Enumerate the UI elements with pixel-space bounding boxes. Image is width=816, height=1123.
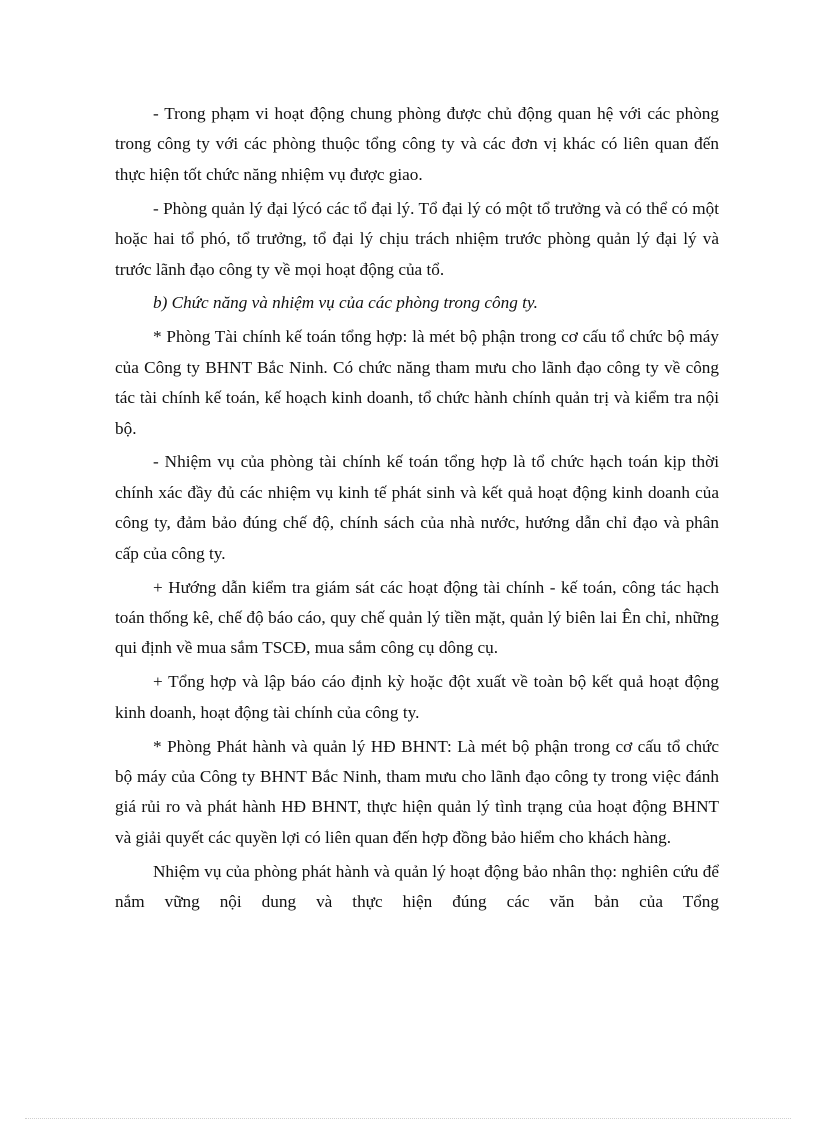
paragraph-issuance-duties: Nhiệm vụ của phòng phát hành và quản lý hoạt động bảo nhân thọ: nghiên cứu để nắm vững nội dung và thực hiện đúng các văn bản của Tổng [115,861,719,912]
paragraph-finance-guidance: + Hướng dẫn kiểm tra giám sát các hoạt động tài chính - kế toán, công tác hạch toán thống kê, chế độ báo cáo, quy chế quản lý tiền mặt, quản lý biên lai Ên chỉ, những qui định về mua sắm TSCĐ, mua sắm công cụ dông cụ. [115,577,719,658]
paragraph-agency-groups: - Phòng quản lý đại lýcó các tổ đại lý. Tổ đại lý có một tổ trưởng và có thể có một hoặc hai tổ phó, tổ trưởng, tổ đại lý chịu trách nhiệm trước phòng quản lý đại lý và trước lãnh đạo công ty về mọi hoạt động của tổ. [115,198,719,279]
section-heading-functions: b) Chức năng và nhiệm vụ của các phòng trong công ty. [153,293,538,313]
paragraph-department-relations: - Trong phạm vi hoạt động chung phòng được chủ động quan hệ với các phòng trong công ty với các phòng thuộc tổng công ty và các đơn vị khác có liên quan đến thực hiện tốt chức năng nhiệm vụ được giao. [115,104,719,184]
document-page [115,99,719,921]
paragraph-finance-department: * Phòng Tài chính kế toán tổng hợp: là mét bộ phận trong cơ cấu tổ chức bộ máy của Công ty BHNT Bắc Ninh. Có chức năng tham mưu cho lãnh đạo công ty về công tác tài chính kế toán, kế hoạch kinh doanh, tổ chức hành chính quản trị và kiểm tra nội bộ. [115,327,719,438]
paragraph-issuance-department: * Phòng Phát hành và quản lý HĐ BHNT: Là mét bộ phận trong cơ cấu tổ chức bộ máy của Công ty BHNT Bắc Ninh, tham mưu cho lãnh đạo công ty trong việc đánh giá rủi ro và phát hành HĐ BHNT, thực hiện quản lý tình trạng của hoạt động BHNT và giải quyết các quyền lợi có liên quan đến hợp đồng bảo hiểm cho khách hàng. [115,736,719,847]
paragraph-finance-duties: - Nhiệm vụ của phòng tài chính kế toán tổng hợp là tổ chức hạch toán kịp thời chính xác đầy đủ các nhiệm vụ kinh tế phát sinh và kết quả hoạt động kinh doanh của công ty, đảm bảo đúng chế độ, chính sách của nhà nước, hướng dẫn chỉ đạo và phân cấp của công ty. [115,452,719,563]
page-bottom-divider [25,1118,791,1119]
paragraph-finance-reporting: + Tổng hợp và lập báo cáo định kỳ hoặc đột xuất về toàn bộ kết quả hoạt động kinh doanh, hoạt động tài chính của công ty. [115,672,719,722]
